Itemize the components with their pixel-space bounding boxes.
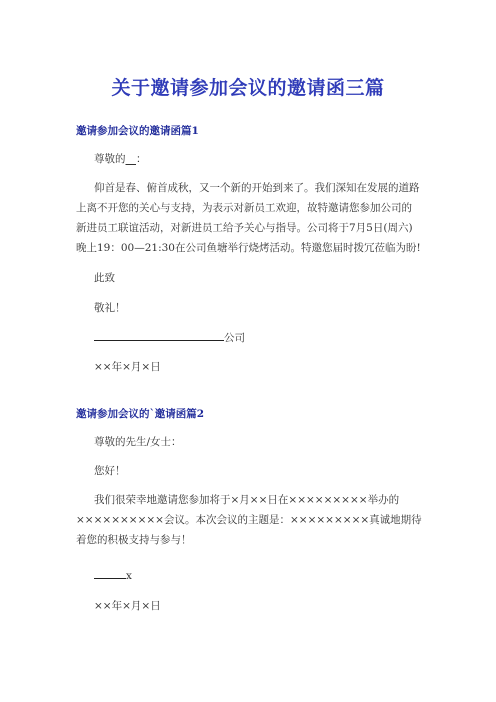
letter1-closing2: 敬礼！ [94,302,126,314]
letter1-heading: 邀请参加会议的邀请函篇1 [76,125,199,137]
letter1-closing1: 此致 [94,272,115,284]
letter2-salutation: 尊敬的先生/女士： [94,436,182,448]
salutation-suffix: ： [136,153,147,165]
letter2-greeting: 您好！ [94,465,126,477]
salutation-blank: __ [125,153,136,165]
signature-line [94,566,126,579]
letter2-heading: 邀请参加会议的`邀请函篇2 [76,408,205,420]
company-suffix: 公司 [224,332,245,344]
letter2-signature [94,566,132,586]
letter1-salutation [94,149,147,169]
document-title: 关于邀请参加会议的邀请函三篇 [111,77,385,99]
letter2-body: 我们很荣幸地邀请您参加将于×月××日在×××××××××举办的××××××××××会议。本次会议的主题是：×××××××××真诚地期待着您的积极支持与参与！ [76,494,422,546]
salutation-prefix: 尊敬的 [94,153,126,165]
letter1-date: ××年×月×日 [94,361,161,373]
letter1-signature [94,328,245,348]
signature-line [94,328,224,341]
sign-suffix: x [126,570,132,582]
letter1-body: 仰首是春、俯首成秋，又一个新的开始到来了。我们深知在发展的道路上离不开您的关心与支持，为表示对新员工欢迎，故特邀请您参加公司的新进员工联谊活动，对新进员工给予关心与指导。公司将于7月5日(周六)晚上19：00—21:30在公司鱼塘举行烧烤活动。特邀您届时拨冗莅临为盼! [76,182,421,254]
letter2-date: ××年×月×日 [94,600,161,612]
